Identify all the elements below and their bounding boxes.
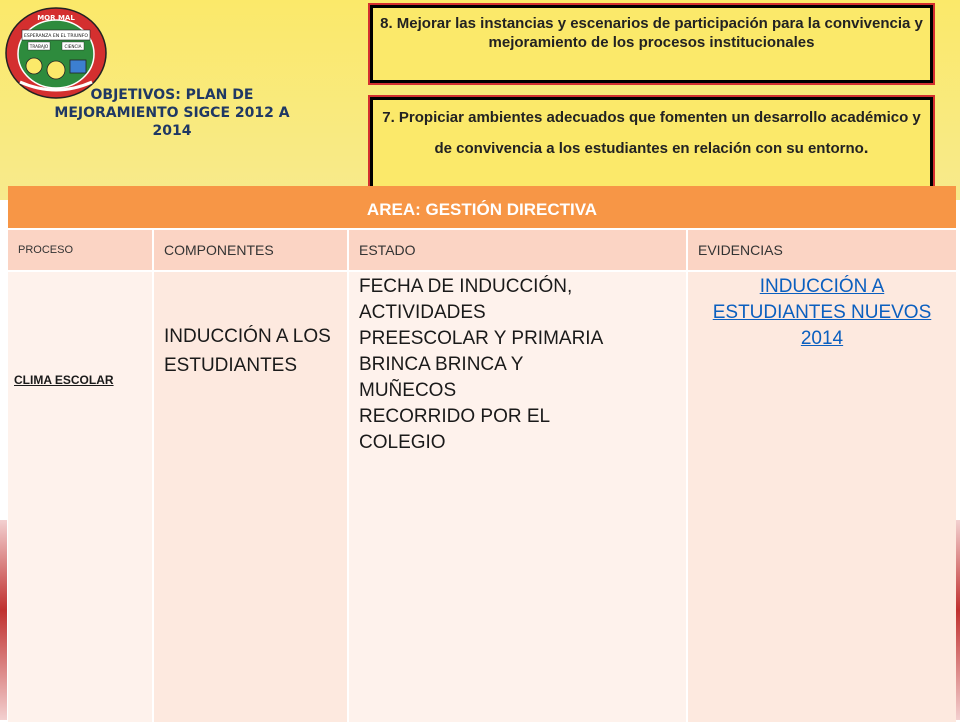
estado-line: FECHA DE INDUCCIÓN, [359,276,573,297]
objective-7-period: . [863,138,869,157]
estado-line: PREESCOLAR Y PRIMARIA [359,328,604,349]
estado-line: RECORRIDO POR EL [359,406,551,427]
proceso-cell [8,270,154,722]
objective-7-box [370,97,933,192]
svg-text:MOR MAL: MOR MAL [37,14,75,22]
svg-text:CIENCIA: CIENCIA [64,44,82,49]
column-header-estado: ESTADO [349,230,688,270]
column-header-proceso: PROCESO [8,230,154,270]
column-header-evidencias: EVIDENCIAS [688,230,956,270]
objective-7-text: 7. Propiciar ambientes adecuados que fomenten un desarrollo académico y de convivencia a los estudiantes en relación con su entorno [382,109,921,157]
evidencias-cell [688,270,956,722]
proceso-value: CLIMA ESCOLAR [14,373,114,387]
estado-line: MUÑECOS [359,380,457,401]
objective-8-text: 8. Mejorar las instancias y escenarios de participación para la convivencia y mejoramiento de los procesos institucionales [380,15,923,51]
objectives-title: OBJETIVOS: PLAN DE MEJORAMIENTO SIGCE 2012 A 2014 [54,87,290,139]
table-row [8,270,956,722]
svg-text:ESPERANZA EN EL TRIUNFO: ESPERANZA EN EL TRIUNFO [24,34,88,39]
estado-value [349,272,686,456]
estado-line: BRINCA BRINCA Y [359,354,524,375]
left-edge-decoration [0,520,7,720]
area-title: AREA: GESTIÓN DIRECTIVA [8,186,956,230]
componente-value: INDUCCIÓN A LOS ESTUDIANTES [164,326,331,376]
table-header-row [8,230,956,270]
estado-cell [349,270,688,722]
objective-8-box [370,5,933,83]
componente-cell [154,270,349,722]
estado-line: COLEGIO [359,432,446,453]
management-table [8,186,956,722]
column-header-componentes: COMPONENTES [154,230,349,270]
svg-text:TRABAJO: TRABAJO [29,44,49,49]
evidence-link[interactable]: INDUCCIÓN A ESTUDIANTES NUEVOS 2014 [712,276,932,349]
estado-line: ACTIVIDADES [359,302,486,323]
